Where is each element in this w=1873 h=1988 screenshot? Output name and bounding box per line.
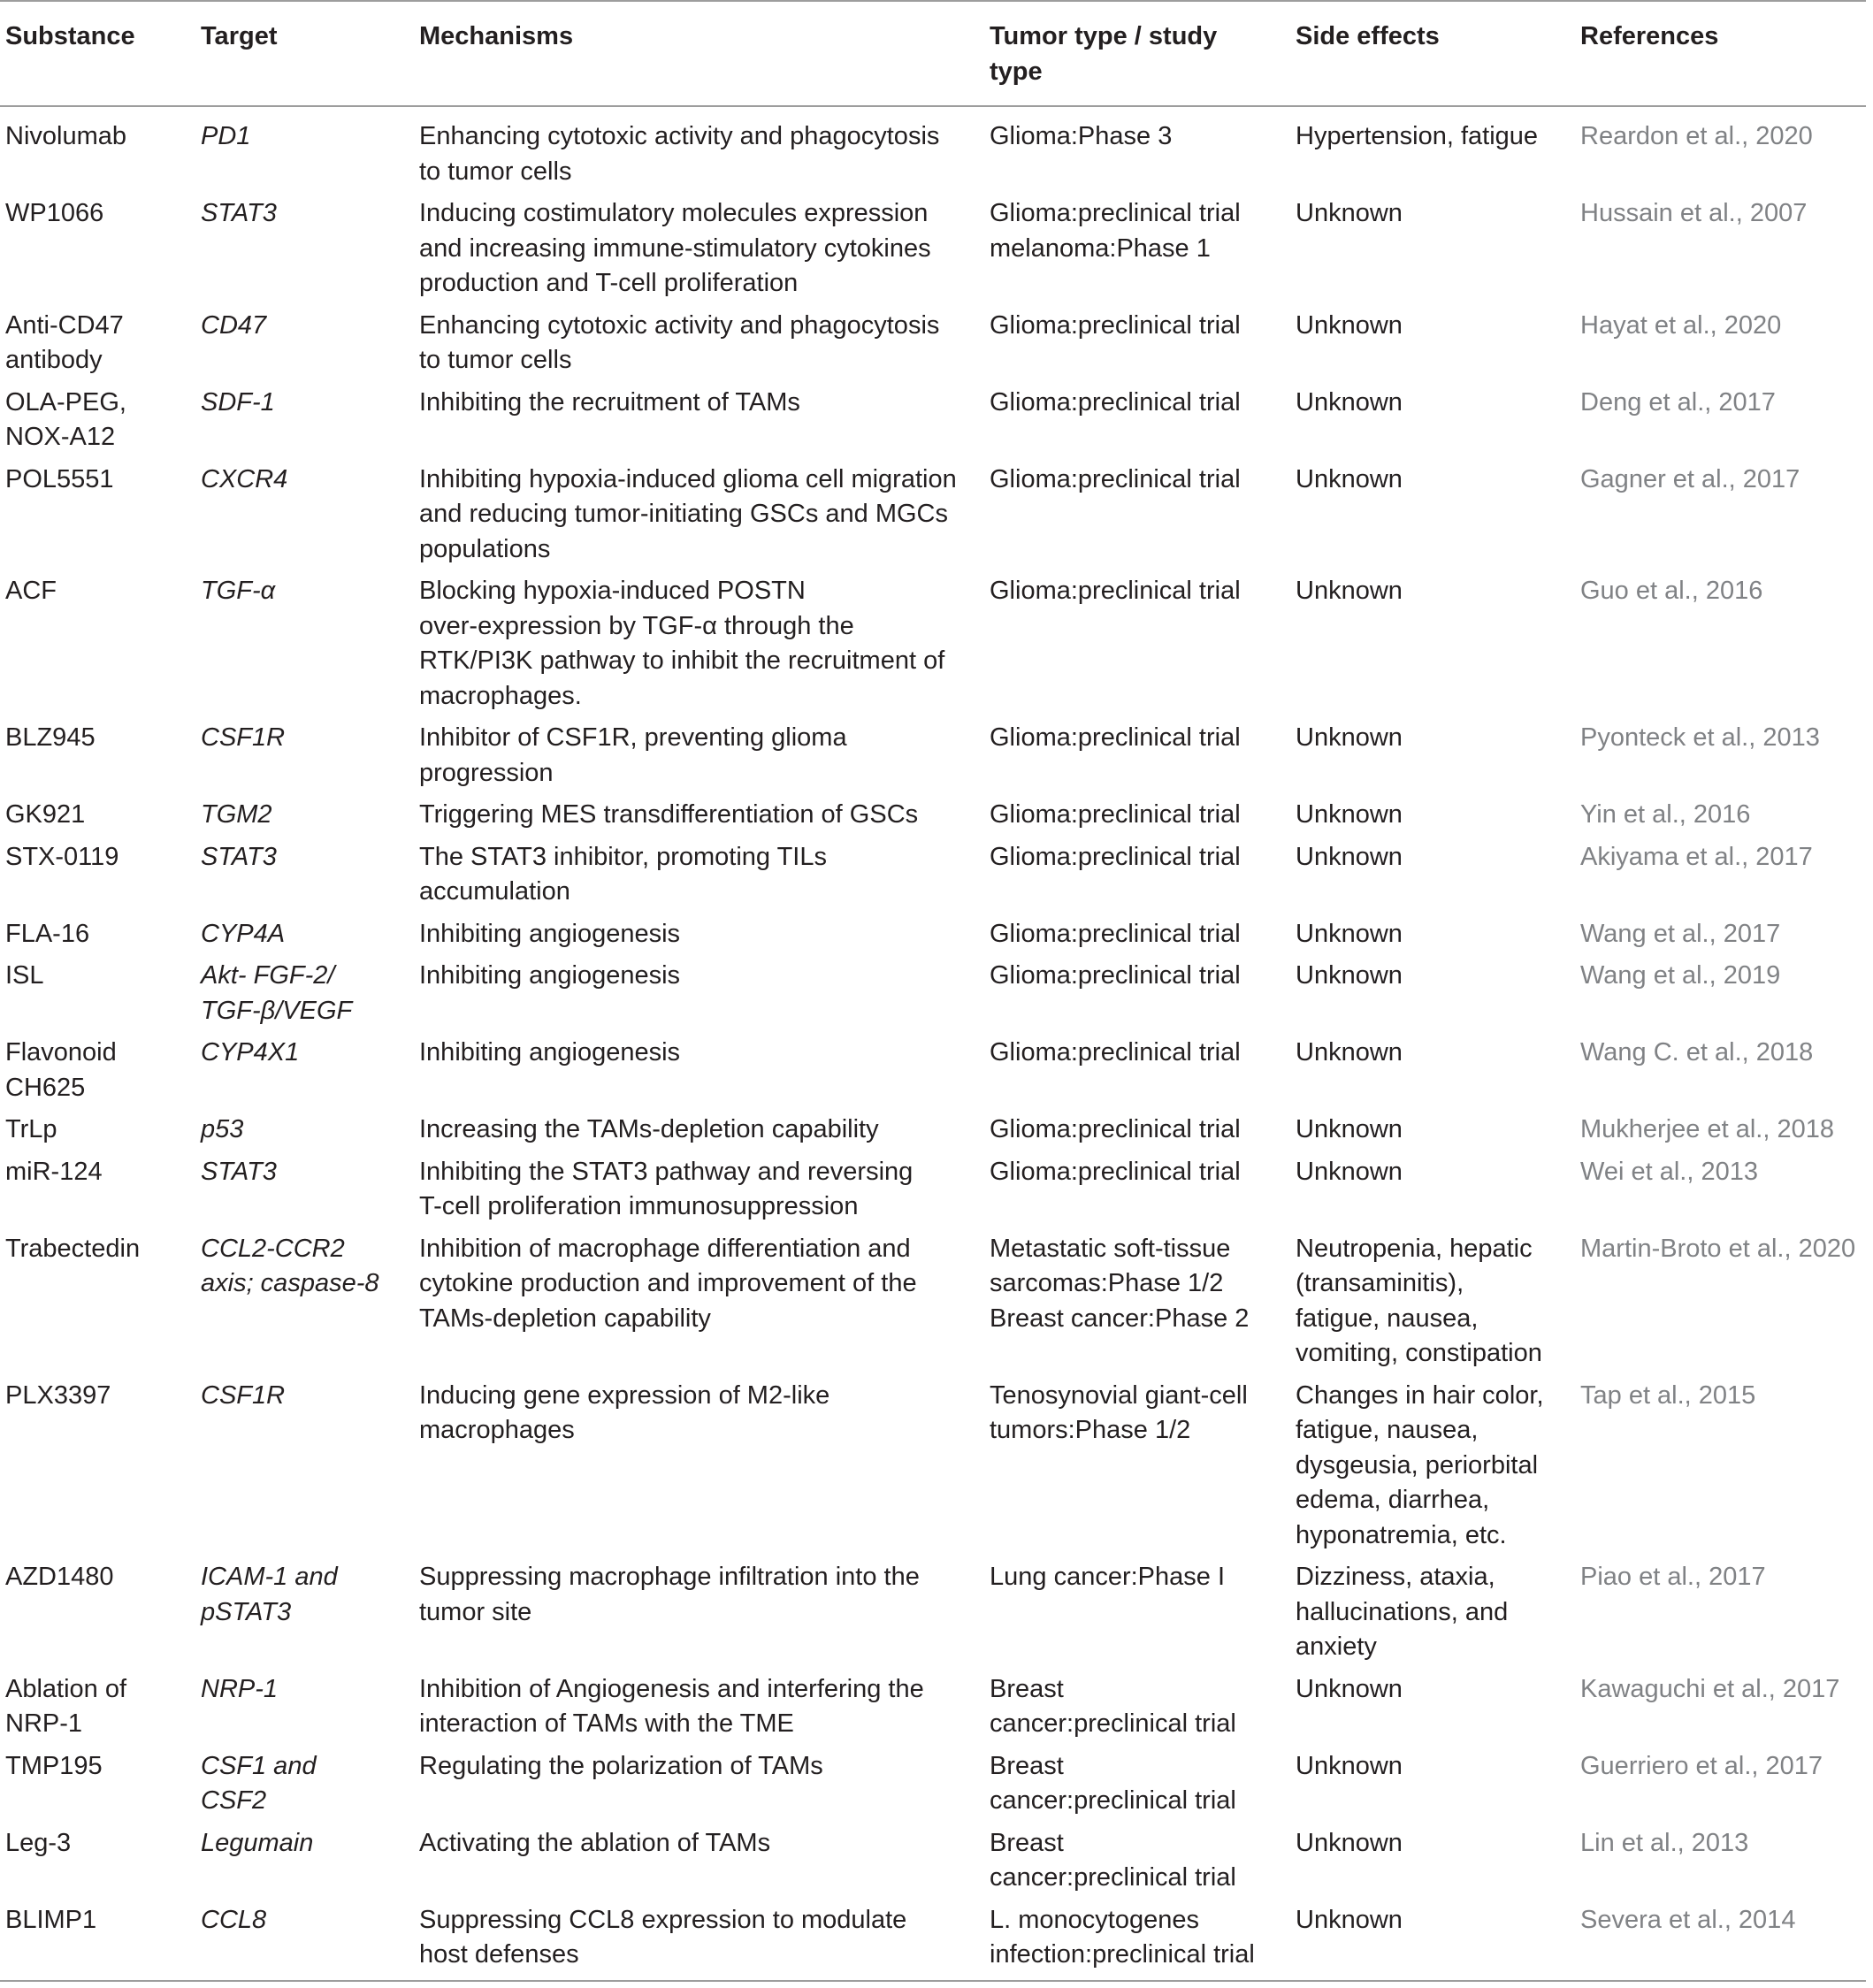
cell-reference-text: Hussain et al., 2007 (1580, 199, 1808, 227)
cell-substance-text: Anti-CD47 antibody (5, 310, 124, 374)
cell-side-effects (1290, 1155, 1575, 1232)
cell-tumor-type-text: Breast cancer:preclinical trial (990, 1828, 1236, 1892)
cell-side-effects-text: Unknown (1296, 577, 1403, 605)
cell-substance-text: BLIMP1 (5, 1905, 97, 1934)
cell-reference[interactable] (1575, 721, 1866, 798)
cell-substance-text: GK921 (5, 800, 86, 829)
cell-mechanisms (414, 386, 984, 463)
cell-tumor-type (984, 574, 1290, 721)
cell-side-effects-text: Dizziness, ataxia, hallucinations, and anxiety (1296, 1563, 1509, 1661)
header-references: References (1580, 22, 1719, 50)
cell-side-effects-text: Unknown (1296, 464, 1403, 493)
cell-substance (0, 106, 195, 196)
cell-side-effects (1290, 1379, 1575, 1561)
cell-substance-text: Nivolumab (5, 122, 126, 150)
cell-side-effects-text: Unknown (1296, 387, 1403, 417)
header-side-effects: Side effects (1296, 22, 1440, 50)
cell-side-effects (1290, 386, 1575, 463)
cell-substance-text: TrLp (5, 1115, 57, 1143)
cell-reference-text: Akiyama et al., 2017 (1580, 842, 1813, 871)
cell-tumor-type-text: Glioma:preclinical trial (990, 310, 1241, 340)
cell-substance (0, 1749, 195, 1826)
cell-target-text: p53 (201, 1115, 244, 1143)
cell-reference-text: Kawaguchi et al., 2017 (1580, 1674, 1840, 1703)
cell-reference[interactable] (1575, 959, 1866, 1036)
cell-mechanisms-text: Blocking hypoxia-induced POSTN over-expression by TGF-α through the RTK/PI3K pathway to inhibit the recruitment of macrophages. (419, 577, 945, 710)
cell-reference-text: Wang C. et al., 2018 (1580, 1038, 1814, 1067)
cell-reference-text: Wang et al., 2019 (1580, 961, 1781, 990)
cell-target (195, 1672, 414, 1749)
cell-target-text: STAT3 (201, 1157, 277, 1186)
cell-mechanisms (414, 574, 984, 721)
cell-tumor-type-text: Glioma:preclinical trial (990, 1157, 1241, 1186)
cell-reference-text: Deng et al., 2017 (1580, 387, 1776, 417)
cell-target-text: CSF1R (201, 1380, 286, 1410)
cell-reference-text: Lin et al., 2013 (1580, 1828, 1749, 1857)
cell-tumor-type (984, 798, 1290, 840)
cell-mechanisms (414, 1560, 984, 1672)
cell-reference[interactable] (1575, 840, 1866, 917)
cell-reference-text: Piao et al., 2017 (1580, 1563, 1766, 1591)
cell-reference-text: Tap et al., 2015 (1580, 1380, 1756, 1410)
table-row (0, 1903, 1866, 1981)
cell-reference[interactable] (1575, 1903, 1866, 1981)
cell-substance (0, 721, 195, 798)
cell-mechanisms (414, 1749, 984, 1826)
cell-side-effects (1290, 463, 1575, 575)
cell-tumor-type (984, 1826, 1290, 1903)
cell-mechanisms (414, 840, 984, 917)
cell-mechanisms-text: Inhibiting angiogenesis (419, 1038, 681, 1067)
cell-reference[interactable] (1575, 1379, 1866, 1561)
table-row (0, 1036, 1866, 1113)
cell-mechanisms (414, 463, 984, 575)
cell-reference[interactable] (1575, 463, 1866, 575)
cell-mechanisms (414, 1155, 984, 1232)
cell-tumor-type-text: Glioma:preclinical trial (990, 919, 1241, 948)
cell-tumor-type-text: Metastatic soft-tissue sarcomas:Phase 1/2 Breast cancer:Phase 2 (990, 1234, 1250, 1333)
cell-target-text: SDF-1 (201, 387, 275, 417)
cell-mechanisms-text: Increasing the TAMs-depletion capability (419, 1115, 879, 1143)
cell-target (195, 196, 414, 309)
cell-mechanisms-text: Inhibition of macrophage differentiation and cytokine production and improvement of the TAMs-depletion capability (419, 1234, 917, 1333)
cell-side-effects-text: Unknown (1296, 1751, 1403, 1780)
cell-target-text: STAT3 (201, 842, 277, 871)
cell-substance-text: POL5551 (5, 464, 114, 493)
cell-mechanisms-text: Inhibiting hypoxia-induced glioma cell migration and reducing tumor-initiating GSCs and MGCs populations (419, 464, 957, 563)
table-row (0, 106, 1866, 196)
cell-target-text: TGF-α (201, 577, 276, 605)
cell-target (195, 959, 414, 1036)
cell-mechanisms-text: Suppressing macrophage infiltration into the tumor site (419, 1563, 920, 1626)
table-row (0, 574, 1866, 721)
cell-tumor-type (984, 721, 1290, 798)
cell-side-effects (1290, 196, 1575, 309)
cell-mechanisms-text: Activating the ablation of TAMs (419, 1828, 771, 1857)
table-row (0, 840, 1866, 917)
cell-target-text: STAT3 (201, 199, 277, 227)
cell-reference-text: Hayat et al., 2020 (1580, 310, 1782, 340)
cell-mechanisms (414, 1113, 984, 1155)
cell-mechanisms (414, 106, 984, 196)
cell-reference-text: Severa et al., 2014 (1580, 1905, 1796, 1934)
cell-tumor-type (984, 309, 1290, 386)
cell-reference[interactable] (1575, 1036, 1866, 1113)
cell-mechanisms (414, 798, 984, 840)
cell-mechanisms (414, 309, 984, 386)
cell-side-effects (1290, 917, 1575, 960)
cell-mechanisms (414, 1232, 984, 1379)
cell-tumor-type (984, 1672, 1290, 1749)
cell-side-effects (1290, 1036, 1575, 1113)
cell-target (195, 309, 414, 386)
cell-target (195, 1379, 414, 1561)
cell-side-effects-text: Unknown (1296, 919, 1403, 948)
cell-mechanisms-text: Inhibiting the recruitment of TAMs (419, 387, 800, 417)
cell-target-text: Akt- FGF-2/ TGF-β/VEGF (201, 961, 353, 1025)
cell-substance (0, 1036, 195, 1113)
cell-target (195, 1560, 414, 1672)
cell-mechanisms (414, 1826, 984, 1903)
cell-target (195, 917, 414, 960)
cell-substance-text: FLA-16 (5, 919, 90, 948)
cell-reference[interactable] (1575, 1113, 1866, 1155)
cell-reference[interactable] (1575, 574, 1866, 721)
cell-target-text: CD47 (201, 310, 267, 340)
cell-reference[interactable] (1575, 1672, 1866, 1749)
cell-tumor-type-text: Glioma:preclinical trial melanoma:Phase 1 (990, 199, 1241, 263)
cell-reference[interactable] (1575, 1749, 1866, 1826)
cell-side-effects (1290, 798, 1575, 840)
cell-mechanisms-text: Inhibitor of CSF1R, preventing glioma progression (419, 723, 847, 787)
cell-substance (0, 1232, 195, 1379)
table-row (0, 386, 1866, 463)
cell-side-effects-text: Unknown (1296, 1157, 1403, 1186)
cell-substance-text: OLA-PEG, NOX-A12 (5, 387, 126, 451)
cell-substance (0, 917, 195, 960)
cell-tumor-type (984, 1560, 1290, 1672)
cell-side-effects-text: Unknown (1296, 310, 1403, 340)
cell-tumor-type (984, 1155, 1290, 1232)
cell-target-text: CCL2-CCR2 axis; caspase-8 (201, 1234, 379, 1297)
cell-side-effects (1290, 1826, 1575, 1903)
cell-reference[interactable] (1575, 386, 1866, 463)
cell-tumor-type-text: Glioma:preclinical trial (990, 723, 1241, 752)
cell-side-effects-text: Unknown (1296, 842, 1403, 871)
header-mechanisms: Mechanisms (419, 22, 574, 50)
cell-mechanisms-text: Inducing gene expression of M2-like macrophages (419, 1380, 830, 1444)
cell-substance-text: TMP195 (5, 1751, 103, 1780)
cell-tumor-type-text: Breast cancer:preclinical trial (990, 1751, 1236, 1815)
cell-side-effects-text: Unknown (1296, 1115, 1403, 1143)
cell-tumor-type-text: Glioma:preclinical trial (990, 842, 1241, 871)
cell-side-effects-text: Unknown (1296, 1905, 1403, 1934)
cell-substance-text: PLX3397 (5, 1380, 111, 1410)
header-target: Target (201, 22, 278, 50)
cell-target (195, 1232, 414, 1379)
cell-target (195, 721, 414, 798)
cell-mechanisms (414, 1672, 984, 1749)
cell-substance-text: ACF (5, 577, 57, 605)
cell-target (195, 840, 414, 917)
cell-substance (0, 386, 195, 463)
cell-substance (0, 1379, 195, 1561)
table-row (0, 1672, 1866, 1749)
cell-reference-text: Mukherjee et al., 2018 (1580, 1115, 1834, 1143)
cell-target-text: CYP4A (201, 919, 286, 948)
cell-reference[interactable] (1575, 106, 1866, 196)
cell-reference-text: Guerriero et al., 2017 (1580, 1751, 1823, 1780)
cell-substance (0, 1113, 195, 1155)
cell-side-effects-text: Unknown (1296, 800, 1403, 829)
cell-substance-text: Trabectedin (5, 1234, 141, 1263)
cell-reference[interactable] (1575, 1232, 1866, 1379)
cell-reference-text: Martin-Broto et al., 2020 (1580, 1234, 1856, 1263)
cell-mechanisms-text: The STAT3 inhibitor, promoting TILs accumulation (419, 842, 827, 906)
cell-tumor-type (984, 959, 1290, 1036)
cell-reference-text: Wei et al., 2013 (1580, 1157, 1758, 1186)
cell-mechanisms-text: Enhancing cytotoxic activity and phagocytosis to tumor cells (419, 122, 940, 186)
cell-side-effects (1290, 309, 1575, 386)
cell-target-text: CXCR4 (201, 464, 288, 493)
table-row (0, 463, 1866, 575)
cell-substance-text: Leg-3 (5, 1828, 72, 1857)
cell-side-effects (1290, 1749, 1575, 1826)
cell-target (195, 463, 414, 575)
cell-substance-text: Ablation of NRP-1 (5, 1674, 127, 1738)
cell-side-effects-text: Neutropenia, hepatic (transaminitis), fatigue, nausea, vomiting, constipation (1296, 1234, 1542, 1367)
cell-reference-text: Gagner et al., 2017 (1580, 464, 1800, 493)
cell-side-effects (1290, 1672, 1575, 1749)
table-row (0, 959, 1866, 1036)
cell-tumor-type-text: Glioma:Phase 3 (990, 122, 1173, 150)
header-row (0, 1, 1866, 106)
cell-target-text: CYP4X1 (201, 1038, 300, 1067)
cell-tumor-type (984, 1036, 1290, 1113)
cell-mechanisms-text: Inhibiting angiogenesis (419, 919, 681, 948)
cell-target-text: CSF1 and CSF2 (201, 1751, 317, 1815)
cell-reference[interactable] (1575, 196, 1866, 309)
cell-mechanisms-text: Triggering MES transdifferentiation of GSCs (419, 800, 919, 829)
cell-tumor-type-text: Glioma:preclinical trial (990, 961, 1241, 990)
cell-tumor-type-text: Glioma:preclinical trial (990, 800, 1241, 829)
cell-reference[interactable] (1575, 917, 1866, 960)
table-row (0, 1379, 1866, 1561)
cell-substance (0, 1903, 195, 1981)
cell-tumor-type (984, 840, 1290, 917)
cell-tumor-type-text: Glioma:preclinical trial (990, 1038, 1241, 1067)
cell-substance (0, 463, 195, 575)
cell-mechanisms (414, 721, 984, 798)
cell-side-effects (1290, 1560, 1575, 1672)
cell-target (195, 1113, 414, 1155)
cell-target (195, 106, 414, 196)
cell-tumor-type (984, 196, 1290, 309)
cell-target-text: Legumain (201, 1828, 314, 1857)
cell-reference[interactable] (1575, 1155, 1866, 1232)
cell-substance-text: BLZ945 (5, 723, 96, 752)
cell-target (195, 1036, 414, 1113)
cell-substance (0, 1672, 195, 1749)
cell-target-text: CCL8 (201, 1905, 267, 1934)
cell-side-effects-text: Changes in hair color, fatigue, nausea, dysgeusia, periorbital edema, diarrhea, hyponatremia, etc. (1296, 1380, 1544, 1549)
cell-reference[interactable] (1575, 309, 1866, 386)
cell-tumor-type-text: Breast cancer:preclinical trial (990, 1674, 1236, 1738)
cell-substance (0, 1560, 195, 1672)
cell-substance (0, 1826, 195, 1903)
cell-target (195, 1749, 414, 1826)
cell-reference[interactable] (1575, 1826, 1866, 1903)
cell-reference-text: Pyonteck et al., 2013 (1580, 723, 1820, 752)
cell-tumor-type-text: Glioma:preclinical trial (990, 1115, 1241, 1143)
cell-reference[interactable] (1575, 1560, 1866, 1672)
table-row (0, 1560, 1866, 1672)
table-header (0, 1, 1866, 106)
cell-side-effects (1290, 106, 1575, 196)
cell-tumor-type (984, 1749, 1290, 1826)
cell-target (195, 1903, 414, 1981)
cell-side-effects (1290, 574, 1575, 721)
cell-side-effects (1290, 721, 1575, 798)
cell-side-effects-text: Unknown (1296, 199, 1403, 227)
table-row (0, 1232, 1866, 1379)
cell-side-effects-text: Unknown (1296, 723, 1403, 752)
cell-substance (0, 798, 195, 840)
cell-target (195, 798, 414, 840)
cell-substance-text: WP1066 (5, 199, 104, 227)
table-row (0, 917, 1866, 960)
cell-side-effects (1290, 1232, 1575, 1379)
cell-substance-text: ISL (5, 961, 44, 990)
cell-tumor-type (984, 1113, 1290, 1155)
cell-side-effects-text: Unknown (1296, 1674, 1403, 1703)
cell-side-effects-text: Unknown (1296, 961, 1403, 990)
cell-tumor-type-text: L. monocytogenes infection:preclinical trial (990, 1905, 1255, 1969)
cell-substance (0, 574, 195, 721)
cell-tumor-type (984, 106, 1290, 196)
cell-substance (0, 1155, 195, 1232)
table-row (0, 721, 1866, 798)
cell-reference-text: Yin et al., 2016 (1580, 800, 1751, 829)
cell-tumor-type (984, 1232, 1290, 1379)
cell-substance-text: AZD1480 (5, 1563, 114, 1591)
cell-tumor-type-text: Glioma:preclinical trial (990, 464, 1241, 493)
cell-target-text: TGM2 (201, 800, 272, 829)
cell-substance (0, 309, 195, 386)
cell-tumor-type (984, 1379, 1290, 1561)
cell-tumor-type (984, 463, 1290, 575)
cell-side-effects (1290, 959, 1575, 1036)
cell-tumor-type (984, 1903, 1290, 1981)
cell-side-effects (1290, 840, 1575, 917)
cell-mechanisms (414, 917, 984, 960)
cell-mechanisms (414, 959, 984, 1036)
table-row (0, 1749, 1866, 1826)
cell-mechanisms (414, 1379, 984, 1561)
table-row (0, 309, 1866, 386)
cell-mechanisms-text: Suppressing CCL8 expression to modulate host defenses (419, 1905, 907, 1969)
cell-tumor-type-text: Tenosynovial giant-cell tumors:Phase 1/2 (990, 1380, 1248, 1444)
cell-mechanisms-text: Inhibition of Angiogenesis and interfering the interaction of TAMs with the TME (419, 1674, 924, 1738)
cell-target-text: PD1 (201, 122, 251, 150)
header-tumor-type: Tumor type / study type (990, 22, 1218, 86)
cell-tumor-type (984, 917, 1290, 960)
cell-target (195, 1155, 414, 1232)
cell-target-text: ICAM-1 and pSTAT3 (201, 1563, 338, 1626)
cell-mechanisms-text: Inhibiting angiogenesis (419, 961, 681, 990)
cell-target (195, 1826, 414, 1903)
cell-substance (0, 959, 195, 1036)
cell-substance-text: miR-124 (5, 1157, 103, 1186)
table-body (0, 106, 1866, 1981)
cell-substance-text: STX-0119 (5, 842, 119, 871)
cell-reference[interactable] (1575, 798, 1866, 840)
cell-side-effects (1290, 1113, 1575, 1155)
cell-tumor-type-text: Lung cancer:Phase I (990, 1563, 1226, 1591)
cell-side-effects (1290, 1903, 1575, 1981)
cell-target-text: CSF1R (201, 723, 286, 752)
cell-mechanisms (414, 1036, 984, 1113)
header-substance: Substance (5, 22, 135, 50)
table-row (0, 196, 1866, 309)
cell-mechanisms (414, 1903, 984, 1981)
table-row (0, 798, 1866, 840)
cell-reference-text: Wang et al., 2017 (1580, 919, 1781, 948)
cell-mechanisms-text: Regulating the polarization of TAMs (419, 1751, 823, 1780)
cell-tumor-type-text: Glioma:preclinical trial (990, 577, 1241, 605)
cell-side-effects-text: Unknown (1296, 1828, 1403, 1857)
cell-substance (0, 840, 195, 917)
cell-target-text: NRP-1 (201, 1674, 279, 1703)
cell-target (195, 386, 414, 463)
cell-reference-text: Reardon et al., 2020 (1580, 122, 1813, 150)
cell-reference-text: Guo et al., 2016 (1580, 577, 1763, 605)
cell-mechanisms-text: Inhibiting the STAT3 pathway and reversing T-cell proliferation immunosuppression (419, 1157, 914, 1220)
table-row (0, 1113, 1866, 1155)
cell-target (195, 574, 414, 721)
cell-side-effects-text: Hypertension, fatigue (1296, 122, 1539, 150)
cell-mechanisms (414, 196, 984, 309)
table-row (0, 1155, 1866, 1232)
cell-mechanisms-text: Enhancing cytotoxic activity and phagocytosis to tumor cells (419, 310, 940, 374)
cell-tumor-type (984, 386, 1290, 463)
cell-mechanisms-text: Inducing costimulatory molecules expression and increasing immune-stimulatory cytokines production and T-cell proliferation (419, 199, 931, 297)
table-row (0, 1826, 1866, 1903)
cell-substance-text: Flavonoid CH625 (5, 1038, 117, 1102)
cell-substance (0, 196, 195, 309)
cell-side-effects-text: Unknown (1296, 1038, 1403, 1067)
cell-tumor-type-text: Glioma:preclinical trial (990, 387, 1241, 417)
